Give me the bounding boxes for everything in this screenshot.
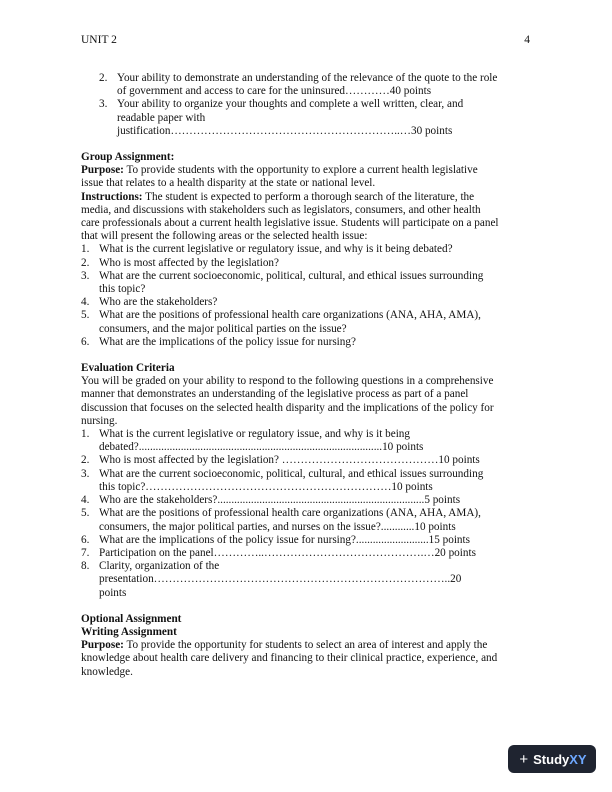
list-line: Participation on the panel…………..…………………………………….…20 points xyxy=(99,546,476,559)
list-line: What are the positions of professional health care organizations (ANA, AHA, AMA), xyxy=(99,507,481,520)
list-item xyxy=(81,454,533,467)
list-line: this topic? xyxy=(99,283,146,296)
list-line: this topic?…………………………………………………………10 points xyxy=(99,480,433,493)
list-item-text xyxy=(99,270,533,296)
page-header xyxy=(81,34,530,46)
list-line: consumers, the major political parties, and nurses on the issue?............10 points xyxy=(99,520,456,533)
list-number: 2. xyxy=(99,72,108,84)
instructions-text: media, and discussions with stakeholders such as legislators, consumers, and other health xyxy=(81,203,481,216)
section-title: Evaluation Criteria xyxy=(81,362,175,375)
list-line: What are the implications of the policy issue for nursing?..........................15 points xyxy=(99,533,470,546)
instructions-text: care professionals about a current health legislative issue. Students will participate on a panel xyxy=(81,217,499,230)
list-line: Who are the stakeholders?..........................................................................5 points xyxy=(99,494,461,507)
purpose-label: Purpose: xyxy=(81,639,124,652)
group-assignment-section xyxy=(81,151,533,349)
instructions-line xyxy=(81,191,533,204)
list-number: 2. xyxy=(81,256,90,269)
list-number: 1. xyxy=(81,428,90,441)
list-number: 4. xyxy=(81,494,90,507)
evaluation-criteria-section xyxy=(81,362,533,600)
list-line: debated?.......................................................................................10 points xyxy=(99,441,424,454)
grading-list-continued xyxy=(99,72,533,138)
instructions-text: The student is expected to perform a thorough search of the literature, the xyxy=(142,190,475,203)
list-item-text xyxy=(99,507,533,533)
list-line: of government and access to care for the uninsured…………40 points xyxy=(117,85,432,98)
list-item xyxy=(81,296,533,309)
list-line: Your ability to organize your thoughts and complete a well written, clear, and xyxy=(117,98,464,111)
list-number: 3. xyxy=(99,98,108,111)
list-item xyxy=(81,468,533,494)
section-title: Group Assignment: xyxy=(81,151,175,164)
list-item xyxy=(81,243,533,256)
purpose-label: Purpose: xyxy=(81,164,124,177)
paragraph-line: discussion that focuses on the selected health disparity and the implications of the policy for xyxy=(81,401,494,414)
list-item xyxy=(99,98,533,138)
paragraph-line: You will be graded on your ability to respond to the following questions in a comprehensive xyxy=(81,375,494,388)
header-unit-label: UNIT 2 xyxy=(81,34,117,46)
list-item xyxy=(99,72,533,98)
list-number: 1. xyxy=(81,243,90,256)
list-item-text xyxy=(99,494,533,507)
paragraph-line: manner that demonstrates an understanding of the legislative process as part of a panel xyxy=(81,388,469,401)
list-item-text xyxy=(99,309,533,335)
list-item xyxy=(81,534,533,547)
list-item xyxy=(81,560,533,600)
list-number: 6. xyxy=(81,335,90,348)
instructions-text: that will present the following areas or the selected health issue: xyxy=(81,230,368,243)
brand-name: Study xyxy=(533,751,570,767)
list-number: 8. xyxy=(81,560,90,573)
list-line: What are the positions of professional health care organizations (ANA, AHA, AMA), xyxy=(99,309,481,322)
purpose-text: knowledge. xyxy=(81,665,133,678)
list-item xyxy=(81,257,533,270)
list-line: presentation……………………………………………………………………..20 xyxy=(99,573,462,586)
evaluation-list xyxy=(81,428,533,600)
list-item xyxy=(81,547,533,560)
list-line: What are the current socioeconomic, political, cultural, and ethical issues surrounding xyxy=(99,269,484,282)
list-item-text xyxy=(117,98,533,138)
list-line: Your ability to demonstrate an understanding of the relevance of the quote to the role xyxy=(117,72,498,84)
list-line: justification……………………………………………………..…30 points xyxy=(117,124,453,137)
list-item xyxy=(81,494,533,507)
list-number: 6. xyxy=(81,533,90,546)
purpose-line xyxy=(81,164,533,177)
list-item-text xyxy=(99,547,533,560)
paragraph-line: nursing. xyxy=(81,414,118,427)
section-title: Optional Assignment xyxy=(81,612,182,625)
list-number: 5. xyxy=(81,309,90,322)
list-item xyxy=(81,309,533,335)
list-item-text xyxy=(99,243,533,256)
list-line: What are the current socioeconomic, political, cultural, and ethical issues surrounding xyxy=(99,467,484,480)
list-line: What are the implications of the policy issue for nursing? xyxy=(99,335,356,348)
list-item-text xyxy=(99,468,533,494)
list-line: Who is most affected by the legislation? ……………………………………10 points xyxy=(99,454,480,467)
purpose-text: issue that relates to a health disparity at the state or national level. xyxy=(81,177,376,190)
purpose-text: To provide the opportunity for students to select an area of interest and apply the xyxy=(123,639,488,652)
purpose-text: knowledge about health care delivery and financing to their clinical practice, experience, and xyxy=(81,652,498,665)
list-line: readable paper with xyxy=(117,111,206,124)
purpose-text: To provide students with the opportunity to explore a current health legislative xyxy=(123,164,478,177)
list-number: 3. xyxy=(81,467,90,480)
list-line: Who are the stakeholders? xyxy=(99,296,218,309)
optional-assignment-section xyxy=(81,613,533,679)
list-item xyxy=(81,507,533,533)
list-item xyxy=(81,270,533,296)
group-topics-list xyxy=(81,243,533,349)
list-item-text xyxy=(99,336,533,349)
list-item-text xyxy=(99,534,533,547)
list-number: 5. xyxy=(81,507,90,520)
brand-accent: XY xyxy=(569,751,587,767)
list-line: Clarity, organization of the xyxy=(99,560,220,573)
section-subtitle: Writing Assignment xyxy=(81,625,177,638)
list-number: 3. xyxy=(81,269,90,282)
plus-icon: + xyxy=(519,750,529,768)
list-number: 4. xyxy=(81,296,90,309)
list-line: What is the current legislative or regulatory issue, and why is it being debated? xyxy=(99,243,453,256)
list-item xyxy=(81,336,533,349)
studyxy-badge[interactable] xyxy=(508,745,596,773)
list-item-text xyxy=(99,560,533,600)
instructions-label: Instructions: xyxy=(81,190,143,203)
list-number: 7. xyxy=(81,546,90,559)
list-number: 2. xyxy=(81,454,90,467)
list-item-text xyxy=(117,72,533,98)
list-item-text xyxy=(99,454,533,467)
list-line: consumers, and the major political parties on the issue? xyxy=(99,322,347,335)
list-line: Who is most affected by the legislation? xyxy=(99,256,279,269)
purpose-line xyxy=(81,639,533,652)
list-item-text xyxy=(99,257,533,270)
page-number: 4 xyxy=(524,34,530,46)
list-line: What is the current legislative or regulatory issue, and why is it being xyxy=(99,428,410,441)
list-item xyxy=(81,428,533,454)
document-body xyxy=(81,72,533,679)
list-line: points xyxy=(99,586,127,599)
list-item-text xyxy=(99,296,533,309)
list-item-text xyxy=(99,428,533,454)
